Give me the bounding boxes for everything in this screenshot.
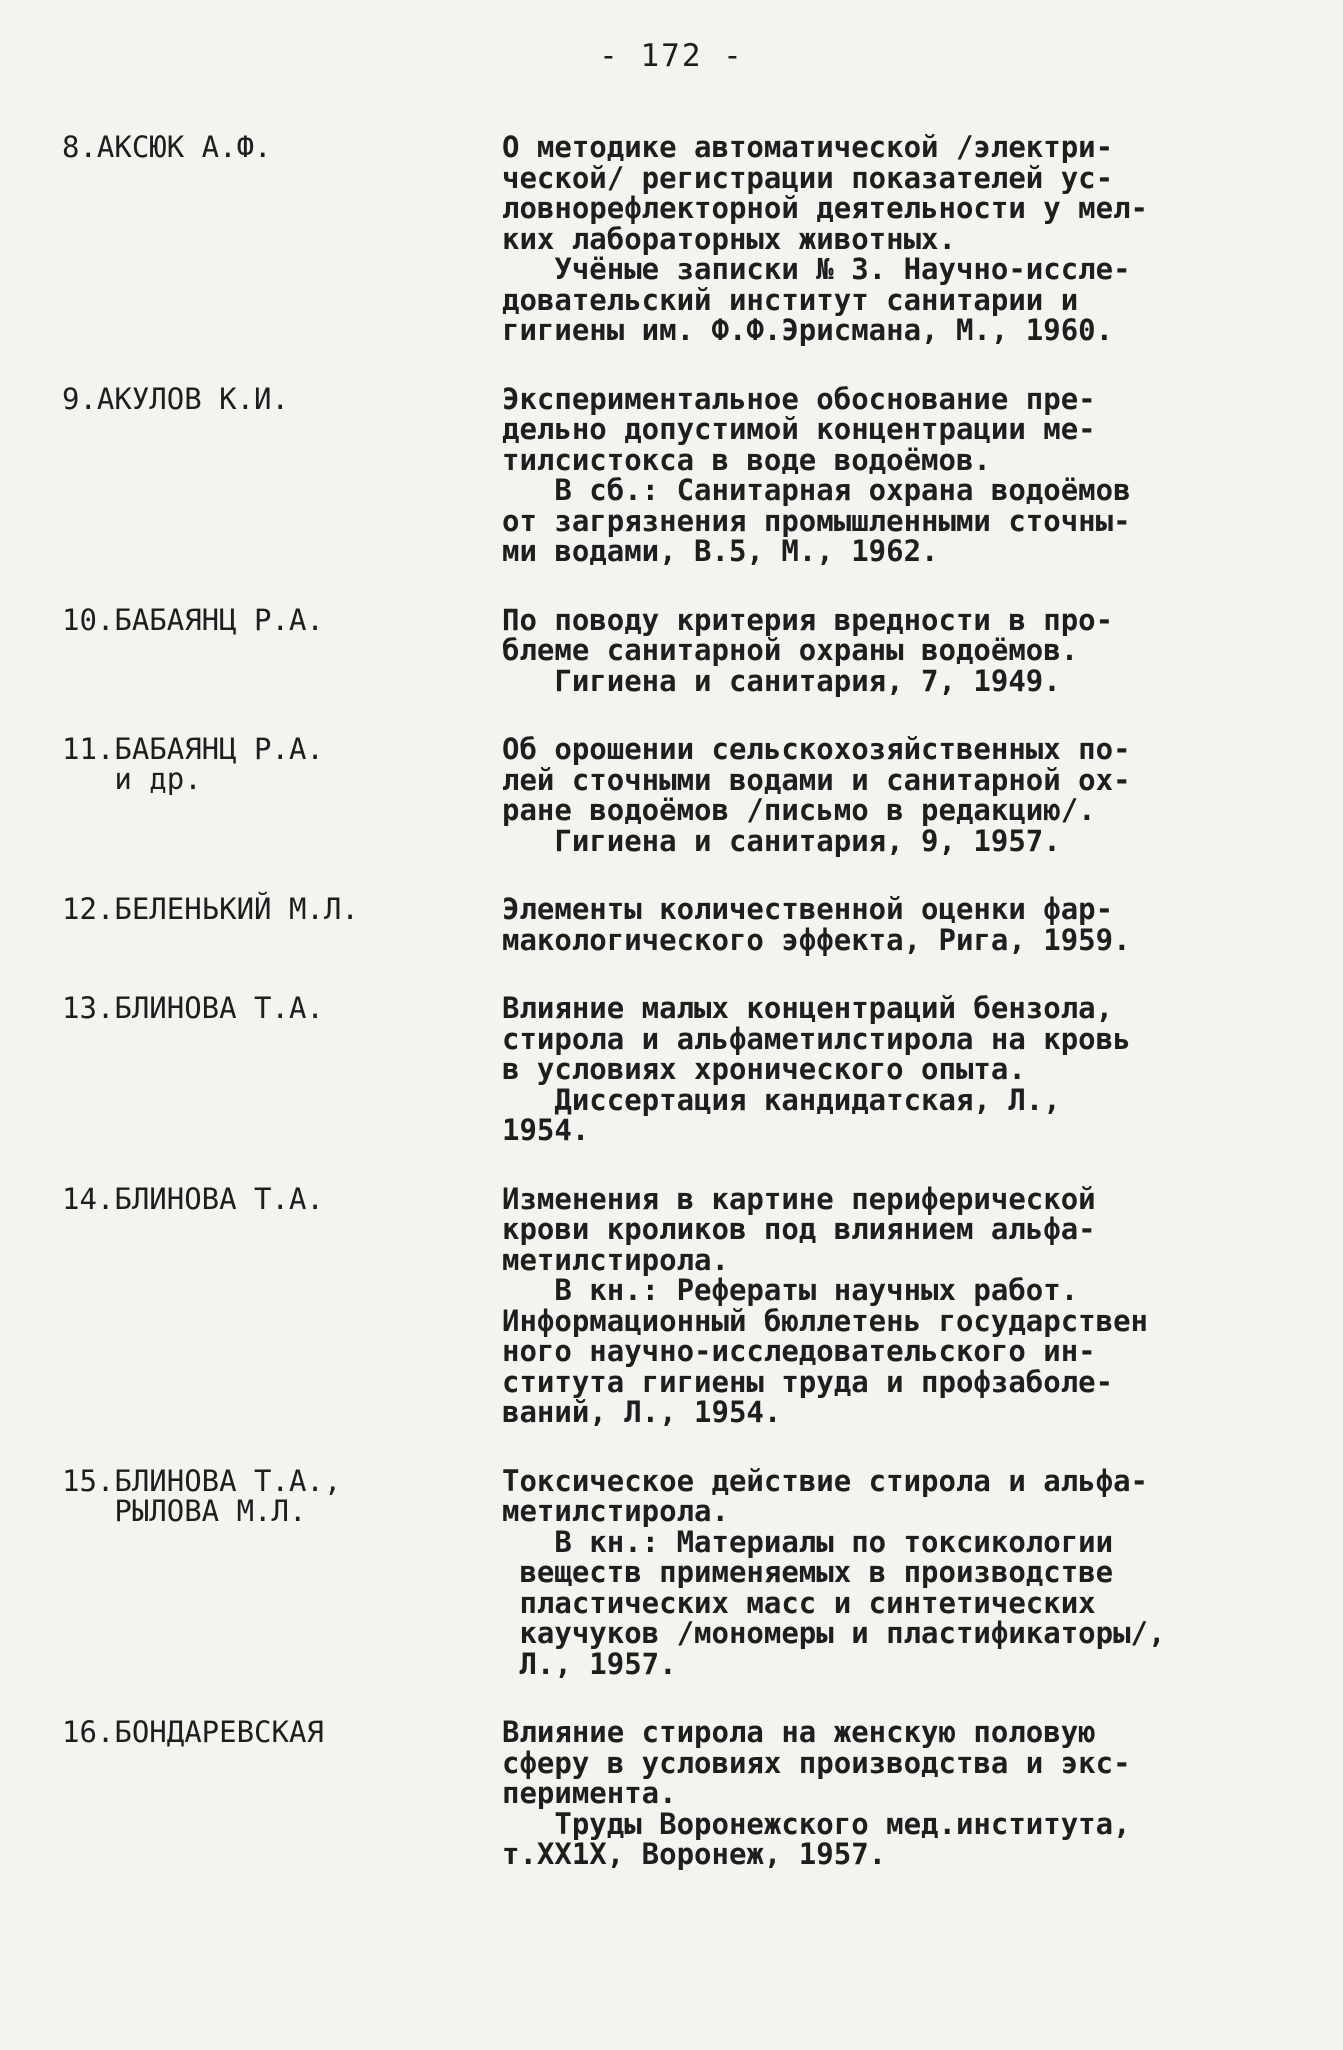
entry-author: 8.АКСЮК А.Ф.: [62, 130, 272, 164]
entry-author: 10.БАБАЯНЦ Р.А.: [62, 602, 324, 637]
entry-reference: [502, 1181, 1282, 1429]
page-number: - 172 -: [599, 38, 744, 74]
reference-line: Гигиена и санитария, 9, 1957.: [502, 823, 1061, 858]
reference-line: т.ХХ1Х, Воронеж, 1957.: [502, 1837, 887, 1871]
entry-author: 9.АКУЛОВ К.И.: [62, 381, 289, 416]
bibliography-entry: [0, 381, 1343, 568]
reference-line: ловнорефлекторной деятельности у мел-: [502, 191, 1149, 225]
entry-reference: [502, 132, 1282, 346]
entry-reference: [502, 602, 1282, 698]
reference-line: ране водоёмов /письмо в редакцию/.: [502, 793, 1096, 827]
bibliography-entry: [0, 993, 1343, 1146]
bibliography-entry: [0, 734, 1343, 856]
entry-author: 14.БЛИНОВА Т.А.: [62, 1181, 324, 1216]
reference-line: Токсическое действие стирола и альфа-: [502, 1463, 1149, 1498]
reference-line: пластических масс и синтетических: [502, 1585, 1096, 1620]
reference-line: метилстирола.: [502, 1494, 729, 1528]
reference-line: веществ применяемых в производстве: [502, 1555, 1114, 1589]
reference-line: Об орошении сельскохозяйственных по-: [502, 732, 1131, 766]
reference-line: тилсистокса в воде водоёмов.: [502, 442, 991, 477]
reference-line: от загрязнения промышленными сточны-: [502, 503, 1131, 538]
reference-line: метилстирола.: [502, 1242, 729, 1277]
reference-line: ми водами, В.5, М., 1962.: [502, 534, 939, 568]
reference-line: В сб.: Санитарная охрана водоёмов: [502, 473, 1131, 507]
reference-line: 1954.: [502, 1113, 590, 1147]
reference-line: В кн.: Материалы по токсикологии: [502, 1524, 1114, 1559]
reference-line: О методике автоматической /электри-: [502, 130, 1114, 164]
reference-line: Диссертация кандидатская, Л.,: [502, 1082, 1061, 1117]
entry-author: 15.БЛИНОВА Т.А., РЫЛОВА М.Л.: [62, 1463, 342, 1528]
reference-line: Гигиена и санитария, 7, 1949.: [502, 663, 1061, 698]
reference-line: Труды Воронежского мед.института,: [502, 1806, 1131, 1841]
entry-reference: [502, 1717, 1282, 1870]
reference-line: довательский институт санитарии и: [502, 282, 1079, 317]
entry-reference: [502, 894, 1282, 955]
reference-line: блеме санитарной охраны водоёмов.: [502, 633, 1079, 667]
reference-line: Экспериментальное обоснование пре-: [502, 381, 1096, 416]
reference-line: Учёные записки № 3. Научно-иссле-: [502, 252, 1131, 286]
entry-author: 12.БЕЛЕНЬКИЙ М.Л.: [62, 892, 359, 926]
reference-line: В кн.: Рефераты научных работ.: [502, 1273, 1079, 1307]
reference-line: ститута гигиены труда и профзаболе-: [502, 1364, 1114, 1399]
reference-line: Влияние стирола на женскую половую: [502, 1715, 1096, 1749]
reference-line: Изменения в картине периферической: [502, 1181, 1096, 1216]
entry-author: 16.БОНДАРЕВСКАЯ: [62, 1715, 324, 1749]
bibliography-entry: [0, 894, 1343, 955]
reference-line: Элементы количественной оценки фар-: [502, 892, 1114, 926]
reference-line: Л., 1957.: [502, 1646, 677, 1681]
reference-line: стирола и альфаметилстирола на кровь: [502, 1021, 1131, 1056]
reference-line: крови кроликов под влиянием альфа-: [502, 1212, 1096, 1246]
reference-line: сферу в условиях производства и экс-: [502, 1745, 1131, 1780]
reference-line: перимента.: [502, 1776, 677, 1810]
reference-line: лей сточными водами и санитарной ох-: [502, 762, 1131, 797]
entry-reference: [502, 1463, 1282, 1681]
reference-line: ких лабораторных животных.: [502, 221, 956, 256]
entry-reference: [502, 993, 1282, 1146]
reference-line: По поводу критерия вредности в про-: [502, 602, 1114, 637]
reference-line: гигиены им. Ф.Ф.Эрисмана, М., 1960.: [502, 313, 1114, 347]
bibliography-entry: [0, 602, 1343, 698]
bibliography-entry: [0, 1717, 1343, 1870]
entry-author: 11.БАБАЯНЦ Р.А. и др.: [62, 732, 324, 796]
reference-line: в условиях хронического опыта.: [502, 1052, 1026, 1086]
bibliography-entry: [0, 132, 1343, 346]
reference-line: ческой/ регистрации показателей ус-: [502, 160, 1114, 195]
reference-line: ваний, Л., 1954.: [502, 1395, 782, 1429]
reference-line: каучуков /мономеры и пластификаторы/,: [502, 1616, 1166, 1650]
reference-line: дельно допустимой концентрации ме-: [502, 412, 1096, 446]
entry-author: 13.БЛИНОВА Т.А.: [62, 991, 324, 1025]
reference-line: ного научно-исследовательского ин-: [502, 1334, 1096, 1368]
reference-line: Влияние малых концентраций бензола,: [502, 991, 1114, 1025]
bibliography-list: [0, 132, 1343, 1908]
reference-line: Информационный бюллетень государствен: [502, 1303, 1149, 1338]
bibliography-entry: [0, 1181, 1343, 1429]
entry-reference: [502, 734, 1282, 856]
bibliography-entry: [0, 1463, 1343, 1681]
reference-line: макологического эффекта, Рига, 1959.: [502, 922, 1131, 957]
entry-reference: [502, 381, 1282, 568]
